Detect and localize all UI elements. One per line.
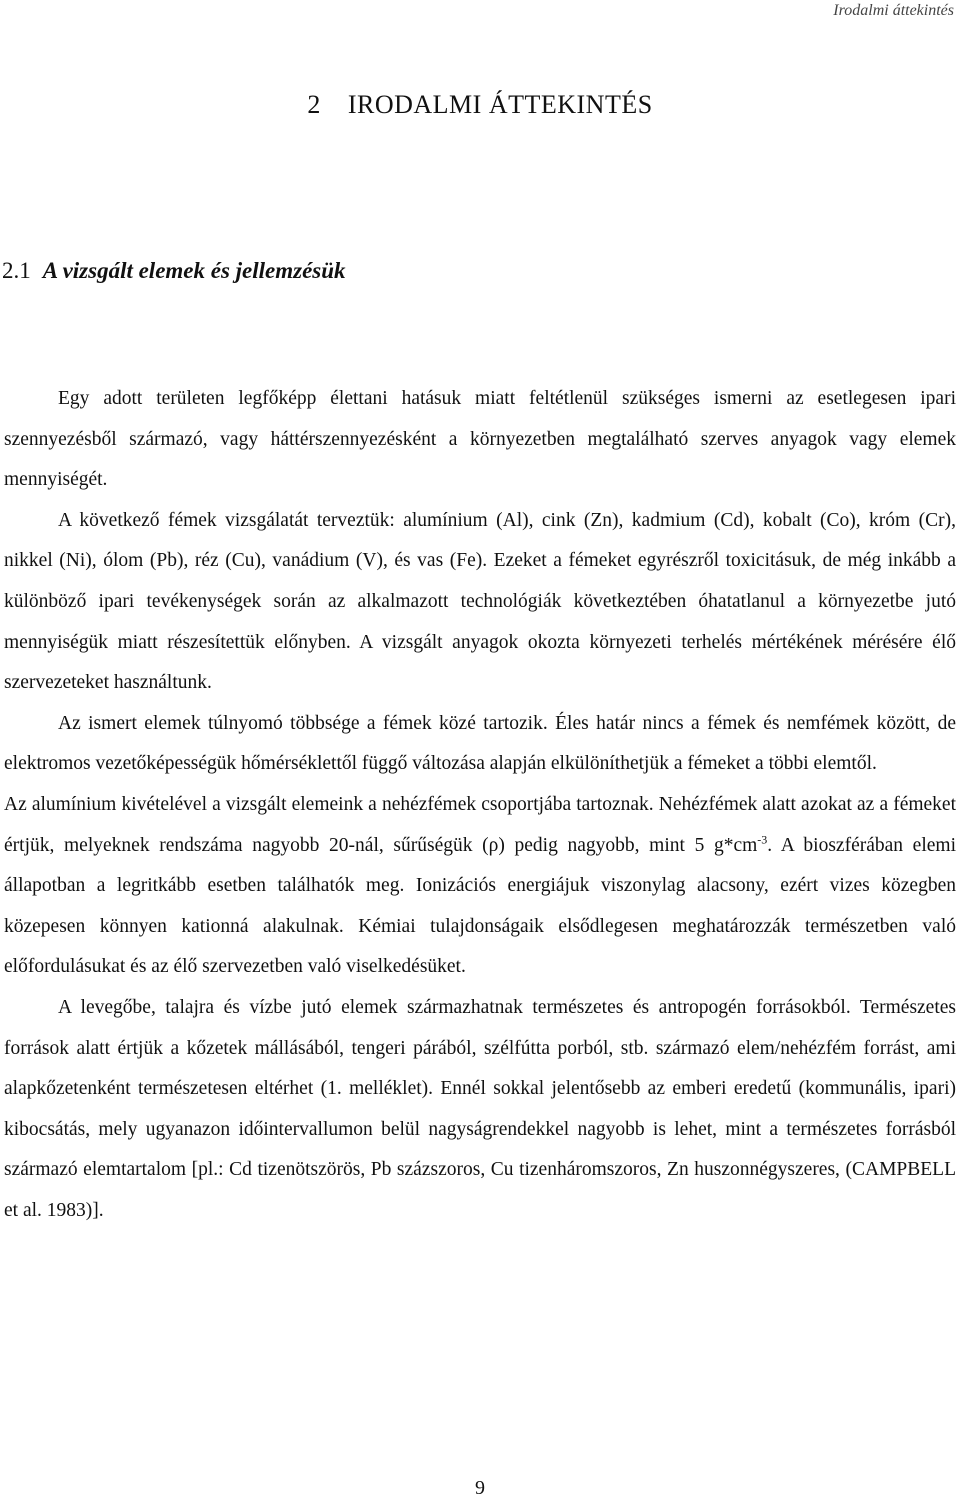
- paragraph-metal-definition: Az ismert elemek túlnyomó többsége a fémek közé tartozik. Éles határ nincs a fémek és nemfémek között, de elektromos vezetőképességük hőmérséklettől függő változása alapján elkülöníthetjük a fémeket a többi elemtől.: [4, 712, 956, 775]
- page-number: 9: [475, 1477, 485, 1499]
- heavy-metals-text-a: Az alumínium kivételével a vizsgált elemeink a nehézfémek csoportjába tartoznak. Nehézfémek alatt azokat az a fémeket értjük, melyeknek rendszáma nagyobb 20-nál, sűrűségük (ρ) pedig nagyobb, mint 5 g*cm: [4, 793, 956, 856]
- heavy-metals-text-b: . A bioszférában elemi állapotban a legritkább esetben találhatók meg. Ionizációs energiájuk viszonylag alacsony, ezért vizes közegben közepesen könnyen kationná alakulnak. Kémiai tulajdonságaik elsődlegesen meghatározzák természetben való előfordulásukat és az élő szervezetben való viselkedésüket.: [4, 834, 956, 978]
- paragraph-metals: A következő fémek vizsgálatát terveztük: alumínium (Al), cink (Zn), kadmium (Cd), kobalt (Co), króm (Cr), nikkel (Ni), ólom (Pb), réz (Cu), vanádium (V), és vas (Fe). Ezeket a fémeket egyrészről toxicitásuk, de még inkább a különböző ipari tevékenységek során az alkalmazott technológiák következtében óhatatlanul a környezetbe jutó mennyiségük miatt részesítettük előnyben. A vizsgált anyagok okozta környezeti terhelés mértékének mérésére élő szervezeteket használtunk.: [4, 509, 956, 694]
- paragraph-sources: A levegőbe, talajra és vízbe jutó elemek származhatnak természetes és antropogén forrásokból. Természetes források alatt értjük a kőzetek mállásából, tengeri párából, szélfútta porból, stb. származó elem/nehézfém forrást, ami alapkőzetenként természetesen eltérhet (1. melléklet). Ennél sokkal jelentősebb az emberi eredetű (kommunális, ipari) kibocsátás, mely ugyanazon időintervallumon belül nagyságrendekkel nagyobb is lehet, mint a természetes forrásból származó elemtartalom [pl.: Cd tizenötszörös, Pb százszoros, Cu tizenháromszoros, Zn huszonnégyszeres, (CAMPBELL et al. 1983)].: [4, 996, 956, 1221]
- chapter-title-text: IRODALMI ÁTTEKINTÉS: [347, 90, 653, 119]
- section-title-text: A vizsgált elemek és jellemzésük: [42, 258, 346, 283]
- paragraph-intro: Egy adott területen legfőképp élettani hatásuk miatt feltétlenül szükséges ismerni az esetlegesen ipari szennyezésből származó, vagy háttérszennyezésként a környezetben megtalálható szerves anyagok vagy elemek mennyiségét.: [4, 388, 956, 491]
- density-exponent: -3: [757, 832, 768, 847]
- body-text: [4, 379, 956, 1231]
- chapter-title: [0, 90, 960, 120]
- paragraph-heavy-metals: [4, 785, 956, 988]
- running-header: Irodalmi áttekintés: [833, 2, 954, 19]
- section-number: 2.1: [2, 258, 31, 283]
- chapter-number: 2: [307, 90, 321, 119]
- section-title: [2, 258, 346, 284]
